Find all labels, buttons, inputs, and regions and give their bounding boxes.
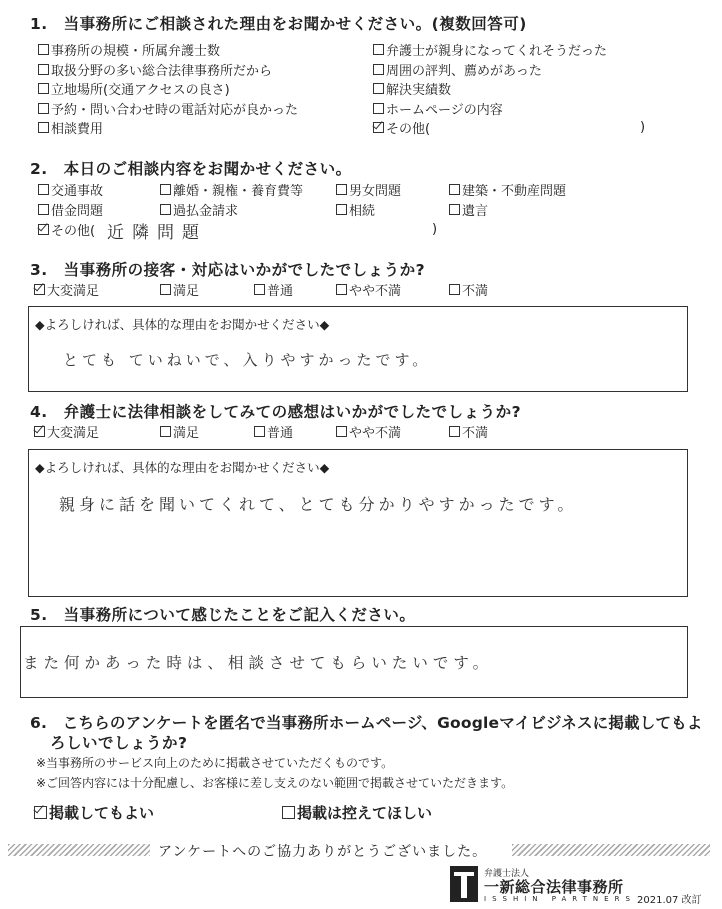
checkbox[interactable] — [160, 184, 171, 195]
q3-option[interactable] — [336, 280, 401, 300]
q5-title: 5. 当事務所について感じたことをご記入ください。 — [30, 606, 416, 624]
q3-option[interactable] — [449, 280, 488, 300]
checkbox[interactable] — [336, 184, 347, 195]
q1-title: 1. 当事務所にご相談された理由をお聞かせください。(複数回答可) — [30, 15, 527, 33]
checkbox[interactable] — [38, 64, 49, 75]
q2-option[interactable] — [336, 180, 401, 200]
q2-option[interactable] — [336, 200, 375, 220]
q2-option[interactable] — [38, 200, 103, 220]
q4-title: 4. 弁護士に法律相談をしてみての感想はいかがでしたでしょうか? — [30, 403, 522, 421]
option-label: 過払金請求 — [173, 204, 239, 220]
option-label: 遺言 — [462, 204, 489, 220]
checkbox-checked[interactable] — [34, 426, 45, 437]
q3-option[interactable] — [160, 280, 199, 300]
checkbox[interactable] — [449, 426, 460, 437]
q1-right-options — [373, 40, 607, 138]
q1-option-other[interactable] — [373, 118, 607, 138]
q5-answer-text: また何かあった時は、相談させてもらいたいです。 — [23, 654, 494, 672]
option-label: 事務所の規模・所属弁護士数 — [51, 44, 221, 60]
checkbox[interactable] — [373, 44, 384, 55]
q4-answer-box[interactable] — [28, 449, 688, 597]
checkbox[interactable] — [38, 103, 49, 114]
option-label: 掲載してもよい — [49, 804, 155, 822]
q6-title-line2: ろしいでしょうか? — [50, 734, 188, 752]
q2-option[interactable] — [160, 200, 238, 220]
option-label: 大変満足 — [47, 426, 100, 442]
q1-option[interactable] — [38, 40, 298, 60]
option-label: 相続 — [349, 204, 376, 220]
q2-title: 2. 本日のご相談内容をお聞かせください。 — [30, 160, 352, 178]
q2-option[interactable] — [38, 180, 103, 200]
option-label: 立地場所(交通アクセスの良さ) — [51, 83, 230, 99]
checkbox[interactable] — [38, 184, 49, 195]
q3-box-label: ◆よろしければ、具体的な理由をお聞かせください◆ — [35, 317, 330, 332]
q2-option-other[interactable] — [38, 220, 95, 240]
q2-option[interactable] — [449, 180, 566, 200]
q4-answer-text: 親身に話を聞いてくれて、とても分かりやすかったです。 — [59, 495, 578, 514]
option-label: 借金問題 — [51, 204, 104, 220]
q3-option[interactable] — [34, 280, 99, 300]
option-label: 解決実績数 — [386, 83, 452, 99]
q4-option[interactable] — [254, 422, 293, 442]
q6-title-line1: 6. こちらのアンケートを匿名で当事務所ホームページ、Googleマイビジネスに掲載してもよ — [30, 714, 703, 732]
firm-corp-type: 弁護士法人 — [484, 869, 530, 879]
option-label: 離婚・親権・養育費等 — [173, 184, 304, 200]
option-label: 満足 — [173, 426, 200, 442]
q6-note-2: ※ご回答内容には十分配慮し、お客様に差し支えのない範囲で掲載させていただきます。 — [36, 776, 514, 790]
q1-option[interactable] — [38, 60, 298, 80]
checkbox[interactable] — [449, 284, 460, 295]
option-label: 不満 — [462, 284, 489, 300]
checkbox[interactable] — [160, 284, 171, 295]
option-label: 男女問題 — [349, 184, 402, 200]
footer-stripe-left — [8, 844, 150, 856]
option-label: 取扱分野の多い総合法律事務所だから — [51, 63, 273, 79]
option-label: 弁護士が親身になってくれそうだった — [386, 44, 608, 60]
option-label: 普通 — [267, 426, 294, 442]
q4-option[interactable] — [34, 422, 99, 442]
checkbox[interactable] — [254, 426, 265, 437]
q6-option-yes[interactable] — [34, 802, 154, 823]
q3-title: 3. 当事務所の接客・対応はいかがでしたでしょうか? — [30, 261, 426, 279]
option-label: 周囲の評判、薦めがあった — [386, 63, 542, 79]
checkbox[interactable] — [160, 426, 171, 437]
option-label: ホームページの内容 — [386, 102, 503, 118]
q4-option[interactable] — [160, 422, 199, 442]
option-label: 掲載は控えてほしい — [297, 804, 433, 822]
checkbox-checked[interactable] — [34, 806, 47, 819]
checkbox[interactable] — [38, 83, 49, 94]
q6-option-no[interactable] — [282, 802, 432, 823]
q1-option[interactable] — [373, 60, 607, 80]
q3-answer-box[interactable] — [28, 306, 688, 392]
q4-option[interactable] — [449, 422, 488, 442]
q1-option[interactable] — [373, 40, 607, 60]
q1-option[interactable] — [38, 118, 298, 138]
q2-option[interactable] — [160, 180, 303, 200]
checkbox-checked[interactable] — [373, 122, 384, 133]
checkbox[interactable] — [336, 284, 347, 295]
q4-box-label: ◆よろしければ、具体的な理由をお聞かせください◆ — [35, 460, 330, 475]
checkbox[interactable] — [373, 103, 384, 114]
checkbox[interactable] — [336, 426, 347, 437]
checkbox[interactable] — [282, 806, 295, 819]
q1-option[interactable] — [373, 79, 607, 99]
q1-option[interactable] — [373, 99, 607, 119]
option-label: 建築・不動産問題 — [462, 184, 567, 200]
q4-option[interactable] — [336, 422, 401, 442]
firm-logo-icon — [450, 866, 478, 902]
q1-option[interactable] — [38, 79, 298, 99]
checkbox[interactable] — [336, 204, 347, 215]
revision-date: 2021.07 改訂 — [637, 895, 702, 906]
q2-other-close: ) — [432, 222, 438, 238]
option-label: その他( — [386, 122, 431, 138]
option-label: 予約・問い合わせ時の電話対応が良かった — [51, 102, 299, 118]
checkbox-checked[interactable] — [38, 224, 49, 235]
footer-stripe-right — [512, 844, 710, 856]
checkbox[interactable] — [449, 184, 460, 195]
option-label: やや不満 — [349, 426, 402, 442]
option-label: 普通 — [267, 284, 294, 300]
q1-other-close: ) — [640, 120, 646, 136]
q1-left-options — [38, 40, 298, 138]
option-label: 大変満足 — [47, 284, 100, 300]
checkbox[interactable] — [160, 204, 171, 215]
q3-option[interactable] — [254, 280, 293, 300]
checkbox[interactable] — [254, 284, 265, 295]
q2-option[interactable] — [449, 200, 488, 220]
q6-note-1: ※当事務所のサービス向上のために掲載させていただくものです。 — [36, 756, 394, 770]
option-label: 相談費用 — [51, 122, 104, 138]
q3-answer-text: とても ていねいで、入りやすかったです。 — [63, 351, 432, 369]
option-label: その他( — [51, 224, 96, 240]
firm-name: 一新総合法律事務所 — [484, 878, 624, 896]
checkbox[interactable] — [373, 83, 384, 94]
checkbox[interactable] — [449, 204, 460, 215]
q5-answer-box[interactable] — [20, 626, 688, 698]
option-label: 満足 — [173, 284, 200, 300]
q1-option[interactable] — [38, 99, 298, 119]
firm-name-en: ISSHIN PARTNERS — [484, 895, 636, 903]
q2-other-handwritten: 近隣問題 — [107, 223, 207, 243]
checkbox[interactable] — [38, 122, 49, 133]
footer-thanks: アンケートへのご協力ありがとうございました。 — [158, 844, 488, 860]
checkbox[interactable] — [38, 44, 49, 55]
checkbox[interactable] — [373, 64, 384, 75]
checkbox-checked[interactable] — [34, 284, 45, 295]
checkbox[interactable] — [38, 204, 49, 215]
option-label: やや不満 — [349, 284, 402, 300]
option-label: 不満 — [462, 426, 489, 442]
option-label: 交通事故 — [51, 184, 104, 200]
